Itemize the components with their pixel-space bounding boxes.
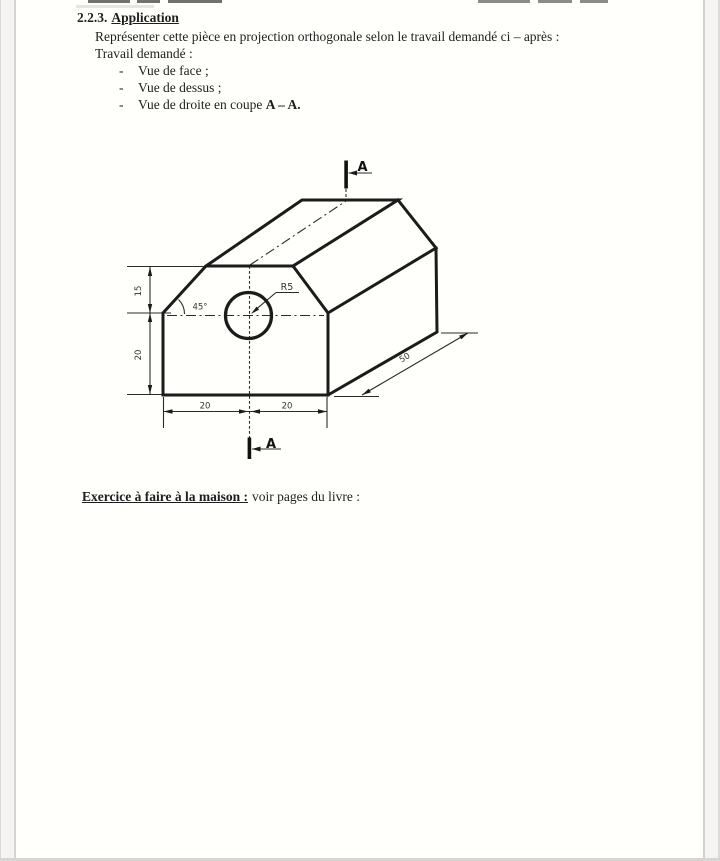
section-number: 2.2.3. (77, 10, 108, 25)
intro-text: Représenter cette pièce en projection orthogonale selon le travail demandé ci – après : (95, 29, 560, 44)
bullet-dash: - (119, 80, 124, 95)
work-label: Travail demandé : (95, 46, 193, 61)
task-text: Vue de dessus ; (138, 80, 222, 95)
homework-line (82, 489, 360, 505)
task-text-prefix: Vue de droite en coupe (138, 97, 266, 112)
radius-label-r5: R5 (280, 282, 294, 293)
task-text-section-ref: A – A. (265, 97, 301, 112)
front-face (163, 266, 328, 395)
angle-label-45: 45° (192, 302, 208, 313)
homework-note: voir pages du livre : (251, 489, 360, 504)
center-lines (167, 189, 346, 438)
dim-label-50-depth: 50 (397, 351, 413, 366)
dim-label-20-left: 20 (134, 349, 144, 361)
object-outline (163, 200, 437, 395)
right-face-edges (328, 248, 437, 395)
dim-label-20-bottom-right: 20 (281, 401, 293, 412)
homework-label: Exercice à faire à la maison : (82, 489, 248, 504)
bullet-dash: - (119, 97, 124, 112)
dimension-lines (127, 173, 478, 449)
section-line-label-bottom: A (265, 437, 277, 452)
section-line-label-top: A (357, 160, 368, 175)
dim-label-20-bottom-left: 20 (199, 401, 211, 412)
dim-label-15: 15 (134, 285, 144, 297)
cutting-plane-top-trace (250, 201, 346, 265)
section-mark-bottom (248, 438, 252, 460)
section-mark-top (344, 161, 348, 189)
angle-arc (179, 300, 185, 315)
section-title: Application (111, 10, 179, 25)
top-face-edges (206, 200, 398, 266)
task-text: Vue de face ; (138, 63, 209, 78)
bullet-dash: - (119, 63, 124, 78)
chamfer-face-edges (328, 200, 436, 313)
